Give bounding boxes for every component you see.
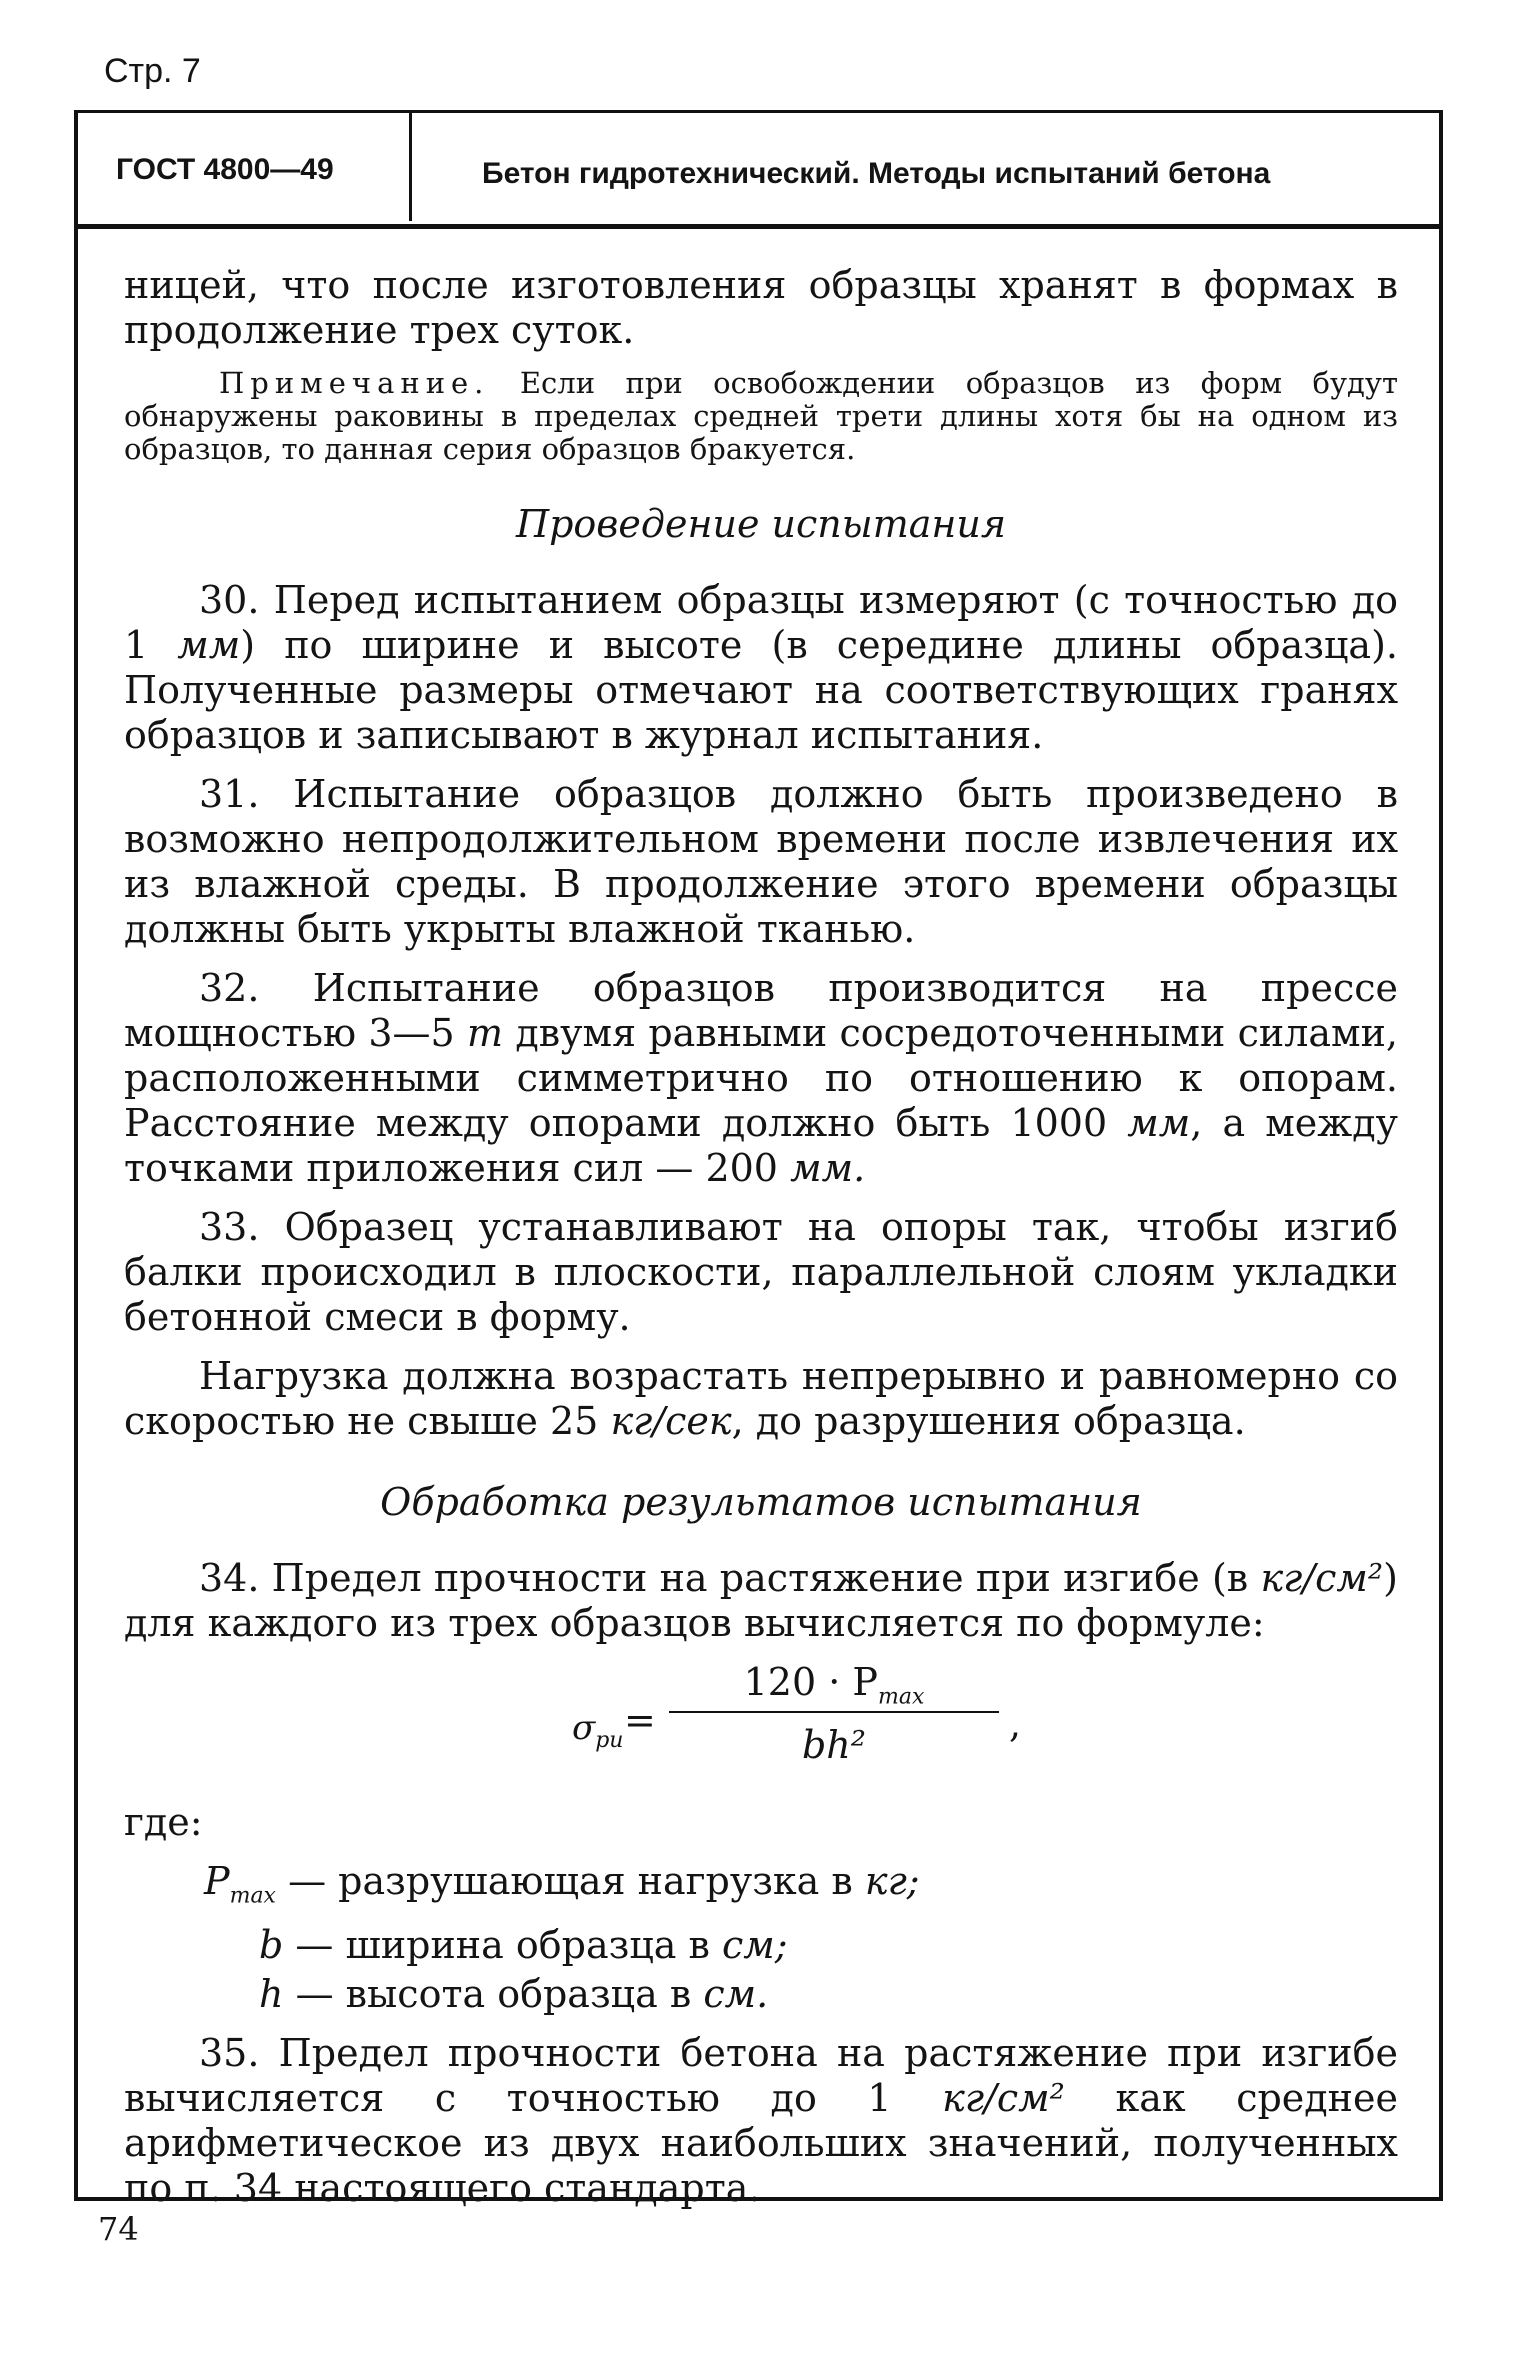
- standard-code: ГОСТ 4800—49: [116, 153, 334, 186]
- paragraph-33: 33. Образец устанавливают на опоры так, чтобы изгиб балки происходил в плоскости, параллельной слоям укладки бетонной смеси в форму.: [124, 1205, 1398, 1339]
- definition-h: h — высота образца в см.: [259, 1971, 769, 2016]
- page-label: Стр. 7: [104, 52, 201, 90]
- note-text: Если при освобождении образцов из форм будут обнаружены раковины в пределах средней трети длины хотя бы на одном из образцов, то данная серия образцов бракуется.: [124, 366, 1399, 466]
- definition-pmax: $P_{max}$ — разрушающая нагрузка в кг;: [204, 1859, 920, 1909]
- formula-lhs: $\sigma_{pu}$: [572, 1708, 624, 1753]
- formula-fraction-bar: [669, 1711, 999, 1713]
- paragraph-35: 35. Предел прочности бетона на растяжение при изгибе вычисляется с точностью до 1 кг/см² как среднее арифметическое из двух наибольших значений, полученных по п. 34 настоящего стандарта.: [124, 2030, 1398, 2210]
- formula-equals: =: [624, 1698, 656, 1742]
- intro-paragraph: ницей, что после изготовления образцы хранят в формах в продолжение трех суток.: [124, 263, 1398, 352]
- variable-definitions: [124, 1859, 1398, 2017]
- section-heading-results: Обработка результатов испытания: [380, 1480, 1142, 1524]
- note-paragraph: [124, 367, 1398, 466]
- note-label: Примечание.: [219, 366, 490, 400]
- page-frame: [74, 110, 1443, 2210]
- header-divider: [409, 113, 412, 221]
- formula-denominator: bh²: [801, 1723, 867, 1767]
- paragraph-34: 34. Предел прочности на растяжение при изгибе (в кг/см²) для каждого из трех образцов вычисляется по формуле:: [124, 1556, 1398, 1645]
- formula-comma: ,: [1009, 1702, 1022, 1746]
- strength-formula: [124, 1660, 1398, 1800]
- paragraph-32: 32. Испытание образцов производится на прессе мощностью 3—5 т двумя равными сосредоточенными силами, расположенными симметрично по отношению к опорам. Расстояние между опорами должно быть 1000 мм, а между точками приложения сил — 200 мм.: [124, 966, 1398, 1190]
- where-label: где:: [124, 1800, 203, 1844]
- page-number: 74: [98, 2210, 139, 2248]
- paragraph-31: 31. Испытание образцов должно быть произведено в возможно непродолжительном времени после извлечения их из влажной среды. В продолжение этого времени образцы должны быть укрыты влажной тканью.: [124, 772, 1398, 951]
- paragraph-33-load: Нагрузка должна возрастать непрерывно и равномерно со скоростью не свыше 25 кг/сек, до разрушения образца.: [124, 1354, 1398, 1443]
- page-content: [124, 263, 1398, 2225]
- section-heading-testing: Проведение испытания: [515, 502, 1007, 546]
- paragraph-30: 30. Перед испытанием образцы измеряют (с точностью до 1 мм) по ширине и высоте (в середине длины образца). Полученные размеры отмечают на соответствующих гранях образцов и записывают в журнал испытания.: [124, 578, 1398, 757]
- definition-b: b — ширина образца в см;: [259, 1922, 788, 1967]
- formula-numerator: $120 \cdot P_{max}$: [743, 1660, 925, 1710]
- document-header: [78, 113, 1439, 229]
- document-title: Бетон гидротехнический. Методы испытаний бетона: [482, 157, 1271, 190]
